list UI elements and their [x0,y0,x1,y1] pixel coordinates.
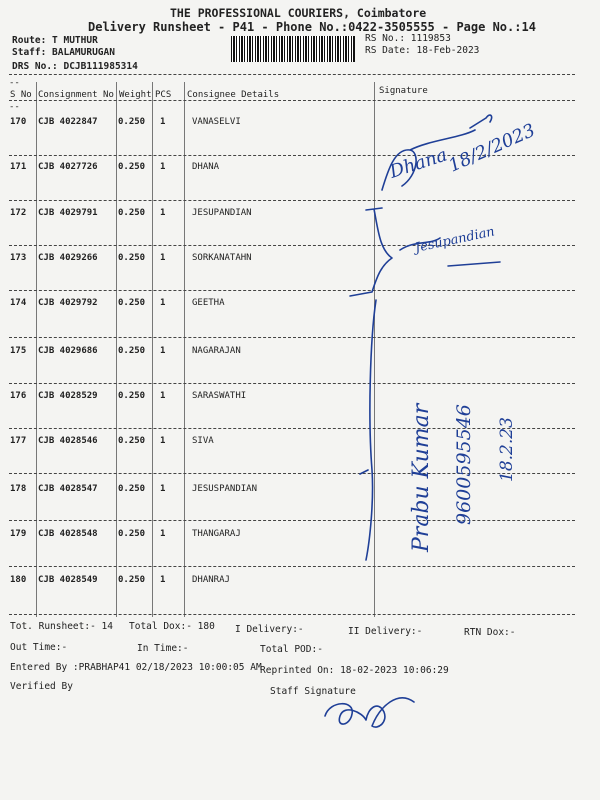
row-sno: 171 [10,162,27,172]
row-sno: 170 [10,117,27,127]
row-weight: 0.250 [118,208,146,218]
row-pcs: 1 [160,162,166,172]
row-consignment: CJB 4029792 [38,298,98,308]
signature-jesupandian [400,224,500,266]
row-weight: 0.250 [118,484,146,494]
row-weight: 0.250 [118,436,146,446]
row-weight: 0.250 [118,117,146,127]
row-weight: 0.250 [118,529,146,539]
tot-runsheet: Tot. Runsheet:- 14 [10,621,113,632]
row-weight: 0.250 [118,575,146,585]
row-consignee: SIVA [192,436,214,446]
row-pcs: 1 [160,484,166,494]
row-sno: 177 [10,436,27,446]
row-consignment: CJB 4028546 [38,436,98,446]
row-consignment: CJB 4028549 [38,575,98,585]
ii-delivery: II Delivery:- [348,626,423,637]
reprinted-on: Reprinted On: 18-02-2023 10:06:29 [260,665,449,676]
row-sno: 172 [10,208,27,218]
col-header-pcs: PCS [155,90,172,100]
row-consignee: GEETHA [192,298,225,308]
svg-text:9600595546: 9600595546 [453,404,475,525]
divider-mark: -- [9,102,20,112]
row-consignee: JESUSPANDIAN [192,484,258,494]
row-consignee: DHANRAJ [192,575,230,585]
row-pcs: 1 [160,529,166,539]
staff-label: Staff: BALAMURUGAN [12,47,115,58]
col-header-signature: Signature [379,86,428,96]
staff-signature-label: Staff Signature [270,686,356,697]
total-pod: Total POD:- [260,644,323,655]
row-consignee: JESUPANDIAN [192,208,252,218]
svg-text:Jesupandian: Jesupandian [413,224,497,256]
runsheet-title: Delivery Runsheet - P41 - Phone No.:0422-3505555 - Page No.:14 [88,20,536,34]
row-sno: 178 [10,484,27,494]
row-sno: 176 [10,391,27,401]
col-header-consignee: Consignee Details [187,90,280,100]
drs-label: DRS No.: DCJB111985314 [12,61,138,72]
row-weight: 0.250 [118,391,146,401]
row-pcs: 1 [160,253,166,263]
row-pcs: 1 [160,117,166,127]
staff-signature-scribble [325,698,414,727]
col-header-consignment: Consignment No [38,90,114,100]
company-title: THE PROFESSIONAL COURIERS, Coimbatore [170,6,427,20]
svg-text:18.2.23: 18.2.23 [497,417,517,482]
svg-text:18/2/2023: 18/2/2023 [445,119,539,177]
row-weight: 0.250 [118,298,146,308]
signature-prabu-kumar [409,402,517,553]
row-pcs: 1 [160,575,166,585]
total-dox: Total Dox:- 180 [129,621,215,632]
in-time: In Time:- [137,643,189,654]
row-pcs: 1 [160,298,166,308]
rs-date: RS Date: 18-Feb-2023 [365,45,480,56]
row-weight: 0.250 [118,162,146,172]
entered-by: Entered By :PRABHAP41 02/18/2023 10:00:05 AM [10,662,262,673]
row-consignment: CJB 4022847 [38,117,98,127]
verified-by: Verified By [10,681,73,692]
col-header-sno: S No [10,90,32,100]
out-time: Out Time:- [10,642,68,653]
row-consignee: SORKANATAHN [192,253,252,263]
row-consignment: CJB 4028548 [38,529,98,539]
row-consignment: CJB 4029686 [38,346,98,356]
rtn-dox: RTN Dox:- [464,627,516,638]
divider-mark: -- [9,78,20,88]
row-sno: 179 [10,529,27,539]
row-pcs: 1 [160,346,166,356]
row-consignee: SARASWATHI [192,391,247,401]
row-weight: 0.250 [118,346,146,356]
row-consignee: THANGARAJ [192,529,241,539]
row-consignment: CJB 4029266 [38,253,98,263]
i-delivery: I Delivery:- [235,624,304,635]
row-consignment: CJB 4028547 [38,484,98,494]
row-weight: 0.250 [118,253,146,263]
row-consignment: CJB 4029791 [38,208,98,218]
row-sno: 180 [10,575,27,585]
svg-text:Dhana: Dhana [387,144,450,183]
row-consignee: DHANA [192,162,220,172]
row-pcs: 1 [160,208,166,218]
route-label: Route: T MUTHUR [12,35,98,46]
row-pcs: 1 [160,391,166,401]
row-consignee: NAGARAJAN [192,346,241,356]
rs-number: RS No.: 1119853 [365,33,451,44]
row-sno: 173 [10,253,27,263]
row-consignment: CJB 4027726 [38,162,98,172]
col-header-weight: Weight [119,90,152,100]
signature-dhana [382,115,538,190]
row-consignment: CJB 4028529 [38,391,98,401]
row-pcs: 1 [160,436,166,446]
row-sno: 175 [10,346,27,356]
svg-text:Prabu Kumar: Prabu Kumar [409,403,434,552]
row-consignee: VANASELVI [192,117,241,127]
row-sno: 174 [10,298,27,308]
